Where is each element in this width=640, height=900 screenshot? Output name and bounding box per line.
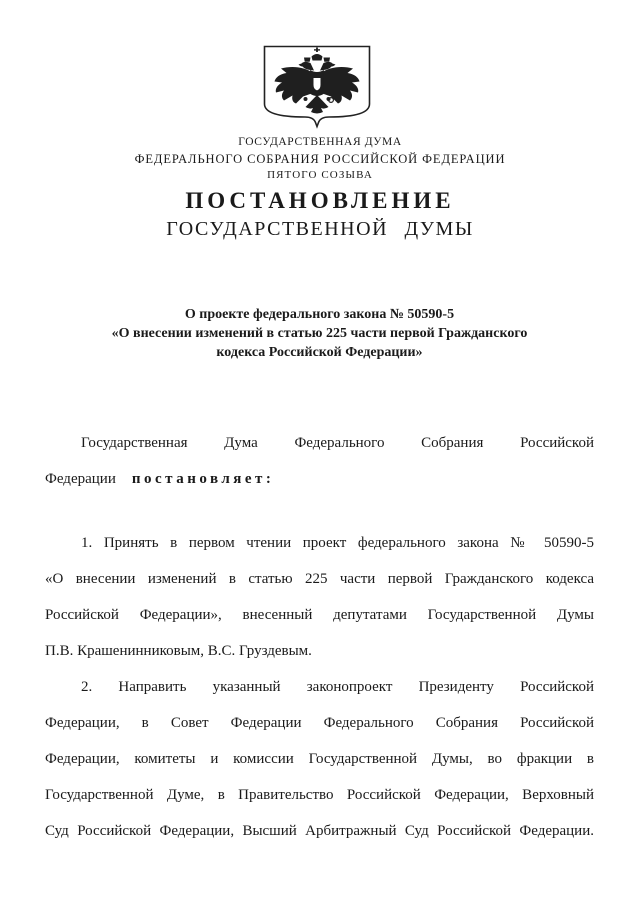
preamble [45,425,594,497]
convocation-line: ПЯТОГО СОЗЫВА [267,169,373,181]
resolution-item-2 [45,669,594,849]
resolution-body [45,425,594,849]
item-2-line-4: Государственной Думе, в Правительство Российской Федерации, Верховный [45,787,594,803]
item-2-line-2: Федерации, в Совет Федерации Федерального Собрания Российской [45,715,594,731]
subject-line-1: О проекте федерального закона № 50590-5 [184,307,455,322]
resolution-items [45,525,594,849]
item-2-line-5: Суд Российской Федерации, Высший Арбитражный Суд Российской Федерации. [45,823,594,839]
letterhead [0,135,640,241]
organization-full-name: ФЕДЕРАЛЬНОГО СОБРАНИЯ РОССИЙСКОЙ ФЕДЕРАЦИИ [134,152,506,166]
item-1-line-2: «О внесении изменений в статью 225 части первой Гражданского кодекса [45,571,594,587]
item-1-line-3: Российской Федерации», внесенный депутатами Государственной Думы [45,607,594,623]
resolves-verb: постановляет: [131,471,275,487]
resolution-subject [45,305,594,362]
item-1-line-1: 1. Принять в первом чтении проект федерального закона № 50590-5 [81,535,594,551]
russia-coat-of-arms-icon [261,44,373,130]
subject-line-3: кодекса Российской Федерации» [216,345,423,360]
document-type-title: ПОСТАНОВЛЕНИЕ [185,188,455,213]
preamble-line-2-start: Федерации [45,471,116,487]
organization-name: ГОСУДАРСТВЕННАЯ ДУМА [238,136,402,148]
item-2-line-3: Федерации, комитеты и комиссии Государственной Думы, во фракции в [45,751,594,767]
item-2-line-1: 2. Направить указанный законопроект Президенту Российской [81,679,594,695]
document-author-title: ГОСУДАРСТВЕННОЙ ДУМЫ [166,218,474,240]
item-1-line-4: П.В. Крашенинниковым, В.С. Груздевым. [45,643,312,659]
subject-line-2: «О внесении изменений в статью 225 части первой Гражданского [111,326,528,341]
preamble-line-2 [45,461,594,497]
resolution-item-1 [45,525,594,669]
preamble-line-1: Государственная Дума Федерального Собрания Российской [81,435,594,451]
